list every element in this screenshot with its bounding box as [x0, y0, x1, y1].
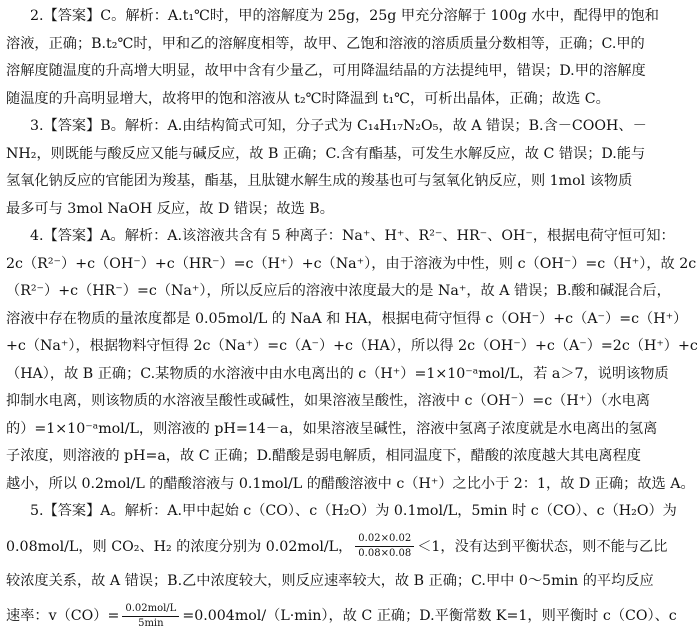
q5-line-3: 较浓度关系，故 A 错误；B.乙中浓度较大，则反应速率较大，故 B 正确；C.甲中 0～5min 的平均反应: [6, 572, 654, 589]
q5-fraction-line-1: [6, 526, 668, 568]
fraction-denominator: 5min: [138, 617, 164, 629]
q5-frac1-after: ＜1，没有达到平衡状态，则不能与乙比: [417, 538, 668, 555]
q4-line-3: （R²⁻）+c（HR⁻）=c（Na⁺），所以反应后的溶液中浓度最大的是 Na⁺，故 A 错误；B.酸和碱混合后，: [6, 283, 671, 299]
q3-line-3: 氢氧化钠反应的官能团为羧基，酯基，且肽键水解生成的羧基也可与氢氧化钠反应，则 1mol 该物质: [6, 173, 633, 189]
q4-line-2: 2c（R²⁻）+c（OH⁻）+c（HR⁻）=c（H⁺）+c（Na⁺），由于溶液为中性，则 c（OH⁻）=c（H⁺），故 2c: [6, 255, 697, 272]
q4-line-6: （HA），故 B 正确；C.某物质的水溶液中由水电离出的 c（H⁺）=1×10⁻ᵃmol/L，若 a＞7，说明该物质: [6, 365, 669, 382]
fraction-numerator: 0.02mol/L: [122, 602, 179, 617]
q3-line-1: 3.【答案】B。解析：A.由结构简式可知，分子式为 C₁₄H₁₇N₂O₅，故 A 错误；B.含－COOH、－: [30, 118, 647, 134]
q2-line-2: 溶液，正确；B.t₂℃时，甲和乙的溶解度相等，故甲、乙饱和溶液的溶质质量分数相等，正确；C.甲的: [6, 35, 645, 52]
q4-line-1: 4.【答案】A。解析：A.该溶液共含有 5 种离子：Na⁺、H⁺、R²⁻、HR⁻、OH⁻，根据电荷守恒可知：: [30, 228, 675, 244]
fraction-numerator: 0.02×0.02: [355, 532, 414, 547]
q4-line-8: 的）=1×10⁻ᵃmol/L，则溶液的 pH=14－a，如果溶液呈碱性，溶液中氢离子浓度就是水电离出的氢离: [6, 420, 658, 437]
rate-fraction: [122, 602, 179, 631]
q3-line-4: 最多可与 3mol NaOH 反应，故 D 错误；故选 B。: [6, 200, 334, 217]
q5-frac2-before: 速率：v（CO）=: [6, 608, 120, 624]
q4-line-10: 越小，所以 0.2mol/L 的醋酸溶液与 0.1mol/L 的醋酸溶液中 c（H⁺）之比小于 2：1，故 D 正确；故选 A。: [6, 475, 695, 492]
q2-line-1: 2.【答案】C。解析：A.t₁℃时，甲的溶解度为 25g，25g 甲充分溶解于 100g 水中，配得甲的饱和: [30, 8, 659, 24]
q3-line-2: NH₂，则既能与酸反应又能与碱反应，故 B 正确；C.含有酯基，可发生水解反应，故 C 错误；D.能与: [6, 145, 646, 162]
q4-line-9: 子浓度，则溶液的 pH=a，故 C 正确；D.醋酸是弱电解质，相同温度下，醋酸的浓度越大其电离程度: [6, 448, 641, 464]
q4-line-5: +c（Na⁺），根据物料守恒得 2c（Na⁺）=c（A⁻）+c（HA），所以得 2c（OH⁻）+c（A⁻）=2c（H⁺）+c: [6, 338, 698, 354]
q2-line-3: 溶解度随温度的升高增大明显，故甲中含有少量乙，可用降温结晶的方法提纯甲，错误；D.甲的溶解度: [6, 63, 646, 79]
concentration-quotient-fraction: [355, 532, 414, 561]
fraction-denominator: 0.08×0.08: [358, 548, 412, 559]
q5-line-1: 5.【答案】A。解析：A.甲中起始 c（CO）、c（H₂O）为 0.1mol/L，5min 时 c（CO）、c（H₂O）为: [30, 503, 677, 519]
q4-line-4: 溶液中存在物质的量浓度都是 0.05mol/L 的 NaA 和 HA，根据电荷守恒得 c（OH⁻）+c（A⁻）=c（H⁺）: [6, 310, 688, 327]
q5-fraction-line-2: [6, 595, 677, 637]
q2-line-4: 随温度的升高明显增大，故将甲的饱和溶液从 t₂℃时降温到 t₁℃，可析出晶体，正确；故选 C。: [6, 90, 610, 107]
q5-frac1-before: 0.08mol/L，则 CO₂、H₂ 的浓度分别为 0.02mol/L，: [6, 538, 353, 555]
q4-line-7: 抑制水电离，则该物质的水溶液呈酸性或碱性，如果溶液呈酸性，溶液中 c（OH⁻）=c（H⁺）（水电离: [6, 393, 651, 409]
q5-frac2-after: =0.004mol/（L·min），故 C 正确；D.平衡常数 K=1，则平衡时 c（CO）、c: [182, 608, 677, 624]
